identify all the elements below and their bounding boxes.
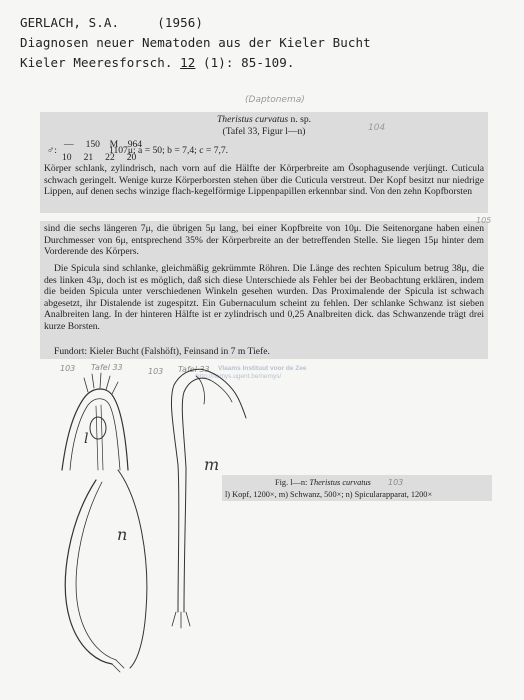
description-paragraph-3: Die Spicula sind schlanke, gleichmäßig gekrümmte Röhren. Die Länge des rechten Spiculum betrug 38μ, die des linken 43μ, doch ist es möglich, daß sich diese Unterschiede als Fehler bei der Beobachtung erklären, indem die beiden Spicula unter verschiedenen Winkeln gesehen wurden. Das Proximalende der Spicula ist schwach abgesetzt, ihr Distalende ist zugespitzt. Ein Gubernaculum scheint zu fehlen. Der schlanke Schwanz ist sieben Analbreiten lang. In der hinteren Hälfte ist er zylindrisch und 0,25 Analbreiten dick. das Schwanzende trägt drei kurze Borsten.: [44, 263, 484, 332]
caption-prefix: Fig. l—n:: [275, 478, 310, 487]
watermark-institute: Vlaams Instituut voor de Zee: [218, 365, 307, 372]
head-drawing-l: [62, 373, 128, 470]
pencil-figure-number-m: 103: [148, 367, 164, 376]
formula-top-row: — 150 M 964: [64, 139, 143, 150]
pencil-figure-number-l: 103: [60, 364, 76, 373]
description-paragraph-2: sind die sechs längeren 7μ, die übrigen 5μ lang, bei einer Kopfbreite von 10μ. Die Seitenorgane haben einen Durchmesser von 6μ, entsprechend 35% der Körperbreite an der betreffenden Stelle. Sie liegen 15μ hinter dem Vorderende des Körpers.: [44, 223, 484, 258]
typed-citation-author: GERLACH, S.A. (1956): [20, 15, 204, 30]
journal-pages: (1): 85-109.: [195, 55, 295, 70]
journal-volume: 12: [180, 55, 196, 70]
male-symbol: ♂:: [47, 145, 57, 156]
journal-name: Kieler Meeresforsch.: [20, 55, 181, 70]
figure-label-m: m: [204, 455, 220, 474]
species-suffix: n. sp.: [288, 114, 312, 125]
figure-label-l: l: [84, 431, 89, 447]
spicule-drawing-n: [65, 470, 147, 672]
formula-ratios: 1107μ; a = 50; b = 7,4; c = 7,7.: [109, 145, 229, 156]
pencil-plate-m: Tafel 33: [178, 365, 210, 374]
locality-paragraph: Fundort: Kieler Bucht (Falshöft), Feinsand in 7 m Tiefe.: [54, 346, 270, 357]
watermark-url: http://nemys.ugent.be/nemys/: [196, 373, 282, 380]
plate-reference: (Tafel 33, Figur l—n): [222, 126, 306, 137]
description-paragraph-1: Körper schlank, zylindrisch, nach vorn auf die Hälfte der Körperbreite am Ösophagusende verjüngt. Cuticula schwach geringelt. Wenige kurze Körperborsten stehen über die Cuticula verstreut. Der Kopf besitzt nur niedrige Lippen, auf denen sechs winzige flach-kegelförmige Lippenpapillen erkennbar sind. Von den zehn Kopfborsten: [44, 163, 484, 198]
figure-caption-detail: l) Kopf, 1200×, m) Schwanz, 500×; n) Spicularapparat, 1200×: [225, 490, 433, 499]
formula-bottom-row: 10 21 22 20: [62, 152, 137, 163]
pencil-plate-l: Tafel 33: [91, 363, 123, 372]
pencil-page-number-105: 105: [476, 216, 492, 225]
figure-label-n: n: [117, 525, 128, 544]
caption-species: Theristus curvatus: [309, 478, 371, 487]
pencil-note-genus: (Daptonema): [245, 95, 305, 105]
pencil-figure-number-caption: 103: [388, 478, 404, 487]
species-name: Theristus curvatus: [216, 114, 289, 125]
figure-caption-title: [275, 478, 487, 487]
typed-citation-title: Diagnosen neuer Nematoden aus der Kieler Bucht: [20, 35, 371, 50]
pencil-page-number-104: 104: [368, 123, 386, 133]
